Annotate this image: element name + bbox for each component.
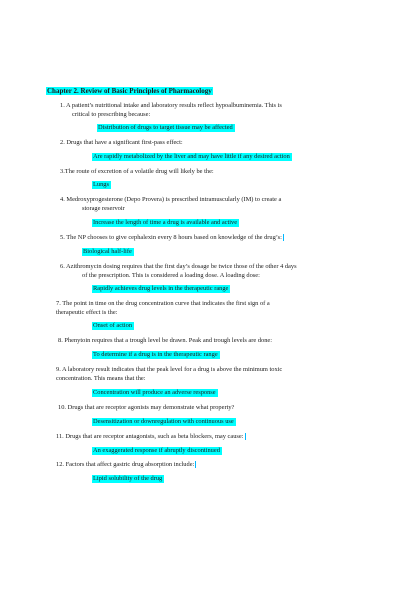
answer-1: Distribution of drugs to target tissue may be affected — [98, 124, 233, 131]
question-6-line-2: of the prescription. This is considered a loading dose. A loading dose: — [82, 272, 260, 279]
question-6-line-1: 6. Azithromycin dosing requires that the first day’s dosage be twice those of the other 4 days — [60, 263, 297, 270]
question-5-line-1 — [60, 234, 284, 243]
question-4-line-1: 4. Medroxyprogesterone (Depo Provera) is prescribed intramuscularly (IM) to create a — [60, 196, 282, 203]
question-1-line-2: critical to prescribing because: — [72, 111, 151, 118]
answer-9: Concentration will produce an adverse response — [93, 389, 216, 396]
text-cursor-marker — [245, 433, 246, 440]
answer-12: Lipid solubility of the drug — [93, 475, 163, 482]
question-7-line-1: 7. The point in time on the drug concentration curve that indicates the first sign of a — [56, 300, 270, 307]
question-11-line-1 — [56, 433, 246, 442]
chapter-title: Chapter 2. Review of Basic Principles of Pharmacology — [47, 87, 212, 95]
question-1-line-1: 1. A patient’s nutritional intake and laboratory results reflect hypoalbuminemia. This is — [60, 102, 282, 109]
question-9-line-1: 9. A laboratory result indicates that the peak level for a drug is above the minimum toxic — [56, 366, 283, 373]
answer-8: To determine if a drug is in the therapeutic range — [93, 351, 218, 358]
question-7-line-2: therapeutic effect is the: — [56, 309, 118, 316]
answer-3: Lungs — [93, 181, 109, 188]
answer-4: Increase the length of time a drug is available and active — [93, 219, 238, 226]
question-5-text: 5. The NP chooses to give cephalexin every 8 hours based on knowledge of the drug’s: — [60, 234, 282, 241]
answer-10: Desensitization or downregulation with continuous use — [93, 418, 234, 425]
answer-5: Biological half-life — [83, 248, 132, 255]
question-10-line-1: 10. Drugs that are receptor agonists may demonstrate what property? — [58, 404, 235, 411]
question-12-text: 12. Factors that affect gastric drug absorption include: — [56, 461, 195, 468]
text-cursor-marker — [283, 234, 284, 241]
question-12-line-1 — [56, 461, 196, 470]
answer-7: Onset of action — [93, 322, 133, 329]
question-11-text: 11. Drugs that are receptor antagonists, such as beta blockers, may cause: — [56, 433, 244, 440]
question-8-line-1: 8. Phenytoin requires that a trough level be drawn. Peak and trough levels are done: — [58, 337, 273, 344]
question-4-line-2: storage reservoir — [82, 205, 125, 212]
answer-2: Are rapidly metabolized by the liver and may have little if any desired action — [93, 153, 290, 160]
question-9-line-2: concentration. This means that the: — [56, 375, 146, 382]
answer-11: An exaggerated response if abruptly discontinued — [93, 447, 220, 454]
question-3-line-1: 3.The route of excretion of a volatile drug will likely be the: — [60, 168, 214, 175]
question-2-line-1: 2. Drugs that have a significant first-pass effect: — [60, 139, 183, 146]
text-cursor-marker — [195, 461, 196, 468]
answer-6: Rapidly achieves drug levels in the therapeutic range — [93, 285, 229, 292]
